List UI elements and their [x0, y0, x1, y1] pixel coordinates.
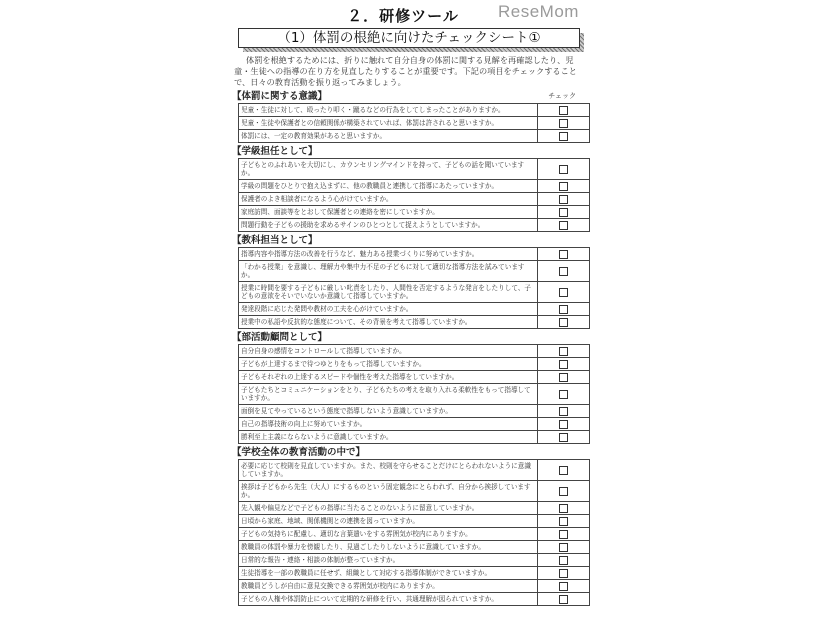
sections-container [232, 91, 594, 606]
check-cell [537, 206, 589, 219]
checklist-row [239, 554, 590, 567]
checkbox[interactable] [559, 195, 568, 204]
question-text: 児童・生徒に対して、殴ったり叩く・蹴るなどの行為をしてしまったことがありますか。 [239, 104, 538, 117]
question-text: 挨拶は子どもから先生（大人）にするものという固定観念にとらわれず、自分から挨拶していますか。 [239, 481, 538, 502]
question-text: 体罰には、一定の教育効果があると思いますか。 [239, 130, 538, 143]
checkbox[interactable] [559, 569, 568, 578]
checkbox[interactable] [559, 582, 568, 591]
checkbox[interactable] [559, 250, 568, 259]
check-cell [537, 580, 589, 593]
question-text: 教職員どうしが自由に意見交換できる雰囲気が校内にありますか。 [239, 580, 538, 593]
check-cell [537, 405, 589, 418]
check-cell [537, 358, 589, 371]
checklist-row [239, 303, 590, 316]
document-title: ２．研修ツール [347, 7, 459, 25]
checkbox[interactable] [559, 165, 568, 174]
question-text: 子どもの気持ちに配慮し、適切な言葉遣いをする雰囲気が校内にありますか。 [239, 528, 538, 541]
check-cell [537, 384, 589, 405]
check-cell [537, 193, 589, 206]
question-text: 授業中の私語や反抗的な態度について、その背景を考えて指導していますか。 [239, 316, 538, 329]
checklist-row [239, 541, 590, 554]
checklist-table [238, 344, 590, 444]
question-text: 教職員の体罰や暴力を傍観したり、見過ごしたりしないように意識していますか。 [239, 541, 538, 554]
section-title: 【学校全体の教育活動の中で】 [232, 447, 366, 458]
checklist-row [239, 593, 590, 606]
checklist-row [239, 358, 590, 371]
question-text: 発達段階に応じた発問や教材の工夫を心がけていますか。 [239, 303, 538, 316]
intro-paragraph: 体罰を根絶するためには、折りに触れて自分自身の体罰に関する見解を再確認したり、児童・生徒への指導の在り方を見直したりすることが重要です。下記の項目をチェックすることで、日々の教育活動を振り返ってみましょう。 [234, 55, 577, 87]
checklist-row [239, 371, 590, 384]
checklist-row [239, 117, 590, 130]
question-text: 子どもの人権や体罰防止について定期的な研修を行い、共通理解が図られていますか。 [239, 593, 538, 606]
checklist-row [239, 431, 590, 444]
resemom-logo: ReseMom [498, 2, 579, 21]
checkbox[interactable] [559, 390, 568, 399]
check-cell [537, 261, 589, 282]
question-text: 勝利至上主義にならないように意識していますか。 [239, 431, 538, 444]
checklist-row [239, 567, 590, 580]
checklist-section [232, 235, 594, 329]
checklist-row [239, 206, 590, 219]
checkbox[interactable] [559, 517, 568, 526]
checkbox[interactable] [559, 132, 568, 141]
checklist-row [239, 282, 590, 303]
check-cell [537, 282, 589, 303]
question-text: 自己の指導技術の向上に努めていますか。 [239, 418, 538, 431]
question-text: 児童・生徒や保護者との信頼関係が構築されていれば、体罰は許されると思いますか。 [239, 117, 538, 130]
question-text: 日常的な報告・連絡・相談の体制が整っていますか。 [239, 554, 538, 567]
question-text: 子どもたちとコミュニケーションをとり、子どもたちの考えを取り入れる柔軟性をもって指導していますか。 [239, 384, 538, 405]
checkbox[interactable] [559, 119, 568, 128]
checklist-section [232, 91, 594, 143]
check-cell [537, 130, 589, 143]
checklist-section [232, 332, 594, 444]
checklist-row [239, 384, 590, 405]
checklist-section [232, 146, 594, 232]
checklist-row [239, 502, 590, 515]
check-cell [537, 502, 589, 515]
checklist-table [238, 103, 590, 143]
question-text: 子どもが上達するまで待つゆとりをもって指導していますか。 [239, 358, 538, 371]
check-cell [537, 567, 589, 580]
checklist-row [239, 180, 590, 193]
checkbox[interactable] [559, 318, 568, 327]
checklist-row [239, 405, 590, 418]
question-text: 日頃から家庭、地域、関係機関との連携を図っていますか。 [239, 515, 538, 528]
question-text: 自分自身の感情をコントロールして指導していますか。 [239, 345, 538, 358]
checklist-row [239, 248, 590, 261]
subtitle-banner [238, 28, 580, 48]
checklist-table [238, 158, 590, 232]
check-cell [537, 528, 589, 541]
check-column-label: チェック [548, 92, 576, 100]
section-title: 【学級担任として】 [232, 146, 318, 157]
question-text: 面倒を見てやっているという態度で指導しないよう意識していますか。 [239, 405, 538, 418]
checklist-row [239, 159, 590, 180]
checklist-table [238, 459, 590, 606]
question-text: 先入観や偏見などで子どもの指導に当たることのないように留意していますか。 [239, 502, 538, 515]
checkbox[interactable] [559, 208, 568, 217]
checkbox[interactable] [559, 106, 568, 115]
question-text: 子どもそれぞれの上達するスピードや個性を考えた指導をしていますか。 [239, 371, 538, 384]
check-cell [537, 248, 589, 261]
check-cell [537, 117, 589, 130]
question-text: 「わかる授業」を意識し、理解力や集中力不足の子どもに対して適切な指導方法を試みていますか。 [239, 261, 538, 282]
checkbox[interactable] [559, 360, 568, 369]
checkbox[interactable] [559, 182, 568, 191]
checkbox[interactable] [559, 407, 568, 416]
section-title: 【教科担当として】 [232, 235, 318, 246]
checklist-row [239, 261, 590, 282]
checklist-row [239, 104, 590, 117]
question-text: 学級の問題をひとりで抱え込まずに、他の教職員と連携して指導にあたっていますか。 [239, 180, 538, 193]
question-text: 必要に応じて校則を見直していますか。また、校則を守らせることだけにとらわれないように意識していますか。 [239, 460, 538, 481]
checklist-row [239, 193, 590, 206]
question-text: 指導内容や指導方法の改善を行うなど、魅力ある授業づくりに努めていますか。 [239, 248, 538, 261]
check-cell [537, 481, 589, 502]
section-title: 【部活動顧問として】 [232, 332, 328, 343]
checkbox[interactable] [559, 433, 568, 442]
check-cell [537, 316, 589, 329]
checkbox[interactable] [559, 221, 568, 230]
check-cell [537, 345, 589, 358]
checklist-section [232, 447, 594, 606]
check-cell [537, 104, 589, 117]
checklist-row [239, 130, 590, 143]
checkbox[interactable] [559, 267, 568, 276]
check-cell [537, 418, 589, 431]
checkbox[interactable] [559, 487, 568, 496]
subtitle-text: （1）体罰の根絶に向けたチェックシート① [277, 30, 541, 46]
checklist-row [239, 219, 590, 232]
checkbox[interactable] [559, 420, 568, 429]
checklist-row [239, 481, 590, 502]
section-title: 【体罰に関する意識】 [232, 91, 328, 102]
checkbox[interactable] [559, 466, 568, 475]
checkbox[interactable] [559, 373, 568, 382]
check-cell [537, 371, 589, 384]
checklist-row [239, 418, 590, 431]
check-cell [537, 219, 589, 232]
checklist-row [239, 460, 590, 481]
check-cell [537, 593, 589, 606]
checklist-row [239, 580, 590, 593]
check-cell [537, 180, 589, 193]
checkbox[interactable] [559, 595, 568, 604]
question-text: 子どもとのふれあいを大切にし、カウンセリングマインドを持って、子どもの話を聞いていますか。 [239, 159, 538, 180]
checkbox[interactable] [559, 288, 568, 297]
question-text: 家庭訪問、面談等をとおして保護者との連絡を密にしていますか。 [239, 206, 538, 219]
check-cell [537, 554, 589, 567]
check-cell [537, 159, 589, 180]
checkbox[interactable] [559, 556, 568, 565]
question-text: 問題行動を子どもの援助を求めるサインのひとつとして捉えようとしていますか。 [239, 219, 538, 232]
question-text: 授業に時間を要する子どもに厳しい叱責をしたり、人間性を否定するような発言をしたりして、子どもの意欲をそいでいないか意識して指導していますか。 [239, 282, 538, 303]
checklist-row [239, 345, 590, 358]
checklist-document [232, 6, 594, 606]
checklist-row [239, 316, 590, 329]
checkbox[interactable] [559, 305, 568, 314]
check-cell [537, 431, 589, 444]
checklist-table [238, 247, 590, 329]
checkbox[interactable] [559, 543, 568, 552]
checklist-row [239, 528, 590, 541]
check-cell [537, 460, 589, 481]
checkbox[interactable] [559, 530, 568, 539]
check-cell [537, 515, 589, 528]
question-text: 保護者のよき相談者になるよう心がけていますか。 [239, 193, 538, 206]
checklist-row [239, 515, 590, 528]
checkbox[interactable] [559, 347, 568, 356]
check-cell [537, 541, 589, 554]
question-text: 生徒指導を一部の教職員に任せず、組織として対応する指導体制ができていますか。 [239, 567, 538, 580]
check-cell [537, 303, 589, 316]
checkbox[interactable] [559, 504, 568, 513]
